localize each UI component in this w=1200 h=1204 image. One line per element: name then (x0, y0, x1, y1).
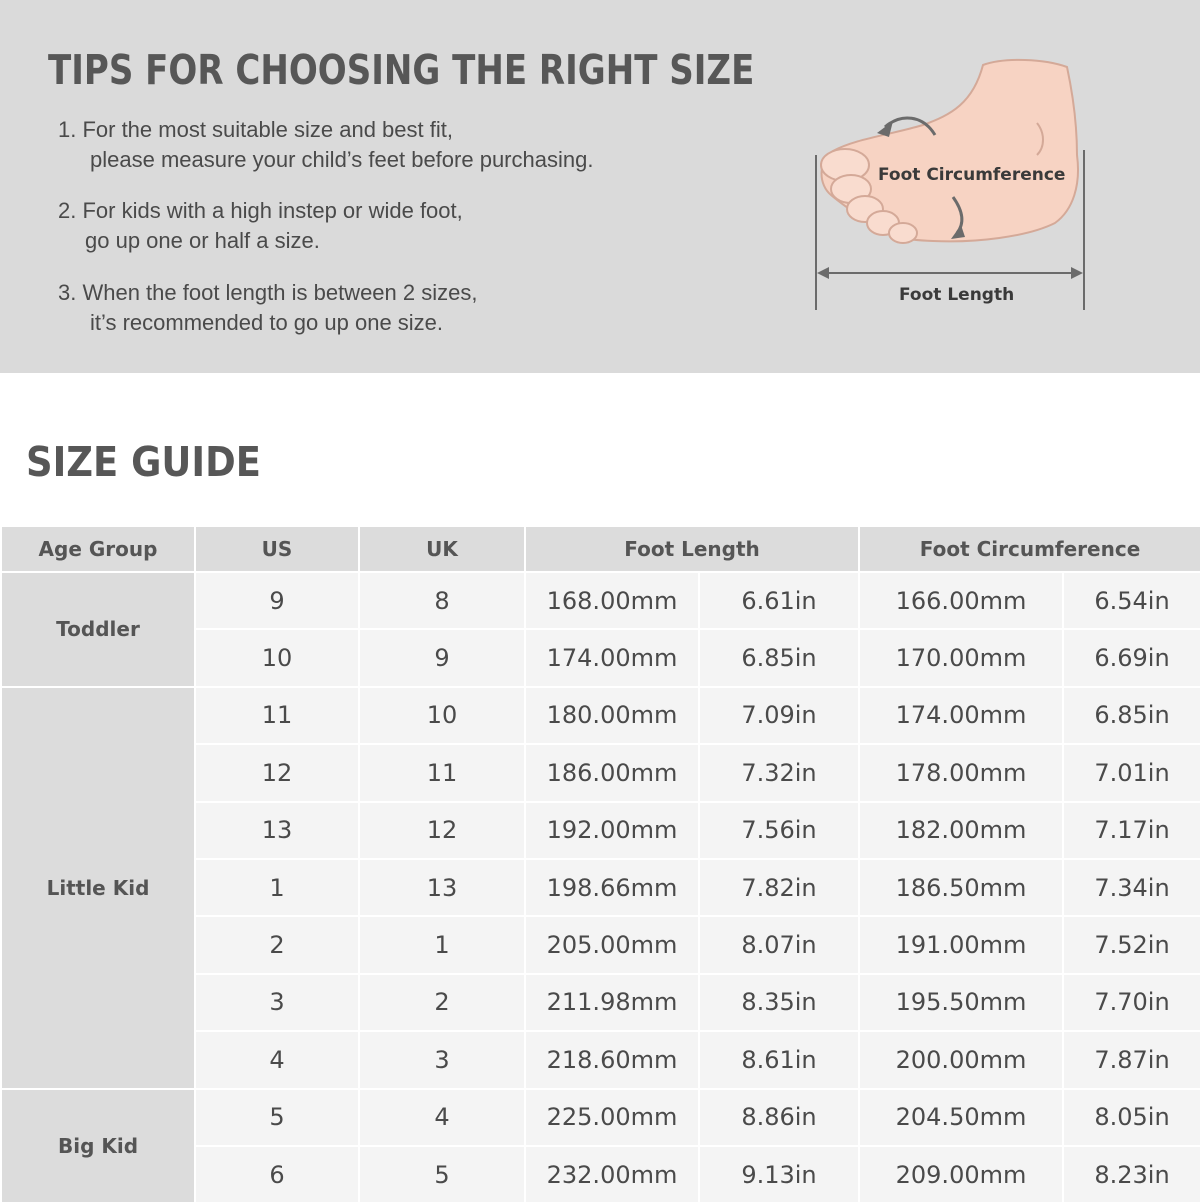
foot-length-mm-cell: 186.00mm (525, 744, 699, 801)
foot-length-mm-cell: 168.00mm (525, 572, 699, 629)
tip-3-line-2: it’s recommended to go up one size. (90, 310, 444, 335)
header-foot-circumference: Foot Circumference (859, 526, 1200, 572)
us-size-cell: 13 (195, 802, 359, 859)
tip-item-2 (58, 196, 463, 256)
us-size-cell: 6 (195, 1146, 359, 1203)
foot-length-in-cell: 8.35in (699, 974, 859, 1031)
foot-length-mm-cell: 192.00mm (525, 802, 699, 859)
uk-size-cell: 11 (359, 744, 525, 801)
uk-size-cell: 3 (359, 1031, 525, 1088)
us-size-cell: 1 (195, 859, 359, 916)
foot-circumference-in-cell: 7.01in (1063, 744, 1200, 801)
foot-circumference-in-cell: 7.34in (1063, 859, 1200, 916)
foot-length-mm-cell: 180.00mm (525, 687, 699, 744)
foot-length-mm-cell: 218.60mm (525, 1031, 699, 1088)
length-arrow-right (1071, 267, 1083, 279)
foot-circumference-in-cell: 7.87in (1063, 1031, 1200, 1088)
us-size-cell: 11 (195, 687, 359, 744)
foot-circumference-in-cell: 7.70in (1063, 974, 1200, 1031)
size-guide-title: SIZE GUIDE (26, 438, 261, 486)
table-row (1, 1089, 1200, 1146)
foot-length-mm-cell: 225.00mm (525, 1089, 699, 1146)
foot-length-in-cell: 8.07in (699, 916, 859, 973)
foot-length-mm-cell: 205.00mm (525, 916, 699, 973)
tips-title: TIPS FOR CHOOSING THE RIGHT SIZE (48, 46, 755, 94)
foot-length-mm-cell: 198.66mm (525, 859, 699, 916)
tip-3-line-1: 3. When the foot length is between 2 sizes, (58, 280, 478, 305)
foot-circumference-in-cell: 6.85in (1063, 687, 1200, 744)
tip-2-line-1: 2. For kids with a high instep or wide foot, (58, 198, 463, 223)
foot-length-in-cell: 8.61in (699, 1031, 859, 1088)
foot-circumference-mm-cell: 186.50mm (859, 859, 1063, 916)
table-row (1, 687, 1200, 744)
foot-circumference-in-cell: 7.52in (1063, 916, 1200, 973)
foot-length-in-cell: 6.61in (699, 572, 859, 629)
foot-length-in-cell: 9.13in (699, 1146, 859, 1203)
foot-circumference-mm-cell: 200.00mm (859, 1031, 1063, 1088)
foot-measurement-diagram (805, 55, 1095, 320)
uk-size-cell: 5 (359, 1146, 525, 1203)
us-size-cell: 4 (195, 1031, 359, 1088)
foot-length-in-cell: 7.82in (699, 859, 859, 916)
table-header-row (1, 526, 1200, 572)
foot-circumference-mm-cell: 170.00mm (859, 629, 1063, 686)
header-us: US (195, 526, 359, 572)
uk-size-cell: 4 (359, 1089, 525, 1146)
foot-circumference-mm-cell: 178.00mm (859, 744, 1063, 801)
tip-item-1 (58, 115, 593, 175)
foot-circumference-in-cell: 8.05in (1063, 1089, 1200, 1146)
uk-size-cell: 8 (359, 572, 525, 629)
tip-1-line-2: please measure your child’s feet before purchasing. (90, 147, 594, 172)
toe-5 (889, 223, 917, 243)
uk-size-cell: 10 (359, 687, 525, 744)
foot-length-mm-cell: 174.00mm (525, 629, 699, 686)
foot-circumference-in-cell: 6.69in (1063, 629, 1200, 686)
foot-length-in-cell: 6.85in (699, 629, 859, 686)
age-group-cell: Little Kid (1, 687, 195, 1089)
foot-length-in-cell: 8.86in (699, 1089, 859, 1146)
foot-circumference-mm-cell: 191.00mm (859, 916, 1063, 973)
us-size-cell: 2 (195, 916, 359, 973)
foot-circumference-mm-cell: 204.50mm (859, 1089, 1063, 1146)
uk-size-cell: 1 (359, 916, 525, 973)
us-size-cell: 10 (195, 629, 359, 686)
header-foot-length: Foot Length (525, 526, 859, 572)
us-size-cell: 9 (195, 572, 359, 629)
foot-circumference-in-cell: 6.54in (1063, 572, 1200, 629)
header-age-group: Age Group (1, 526, 195, 572)
foot-length-in-cell: 7.32in (699, 744, 859, 801)
tip-1-line-1: 1. For the most suitable size and best fit, (58, 117, 453, 142)
uk-size-cell: 2 (359, 974, 525, 1031)
foot-length-in-cell: 7.09in (699, 687, 859, 744)
uk-size-cell: 9 (359, 629, 525, 686)
foot-circumference-label: Foot Circumference (878, 165, 1066, 185)
size-guide-table (0, 525, 1200, 1204)
table-row (1, 572, 1200, 629)
uk-size-cell: 12 (359, 802, 525, 859)
tip-2-line-2: go up one or half a size. (85, 228, 320, 253)
age-group-cell: Toddler (1, 572, 195, 687)
age-group-cell: Big Kid (1, 1089, 195, 1204)
foot-circumference-in-cell: 7.17in (1063, 802, 1200, 859)
us-size-cell: 12 (195, 744, 359, 801)
foot-circumference-mm-cell: 182.00mm (859, 802, 1063, 859)
us-size-cell: 5 (195, 1089, 359, 1146)
foot-circumference-mm-cell: 195.50mm (859, 974, 1063, 1031)
us-size-cell: 3 (195, 974, 359, 1031)
foot-circumference-mm-cell: 166.00mm (859, 572, 1063, 629)
tips-section (0, 0, 1200, 373)
header-uk: UK (359, 526, 525, 572)
foot-length-mm-cell: 232.00mm (525, 1146, 699, 1203)
foot-length-mm-cell: 211.98mm (525, 974, 699, 1031)
foot-length-in-cell: 7.56in (699, 802, 859, 859)
foot-length-label: Foot Length (899, 285, 1015, 305)
foot-circumference-mm-cell: 174.00mm (859, 687, 1063, 744)
foot-circumference-in-cell: 8.23in (1063, 1146, 1200, 1203)
tip-item-3 (58, 278, 477, 338)
foot-circumference-mm-cell: 209.00mm (859, 1146, 1063, 1203)
length-arrow-left (817, 267, 829, 279)
foot-illustration-icon (805, 55, 1095, 320)
uk-size-cell: 13 (359, 859, 525, 916)
